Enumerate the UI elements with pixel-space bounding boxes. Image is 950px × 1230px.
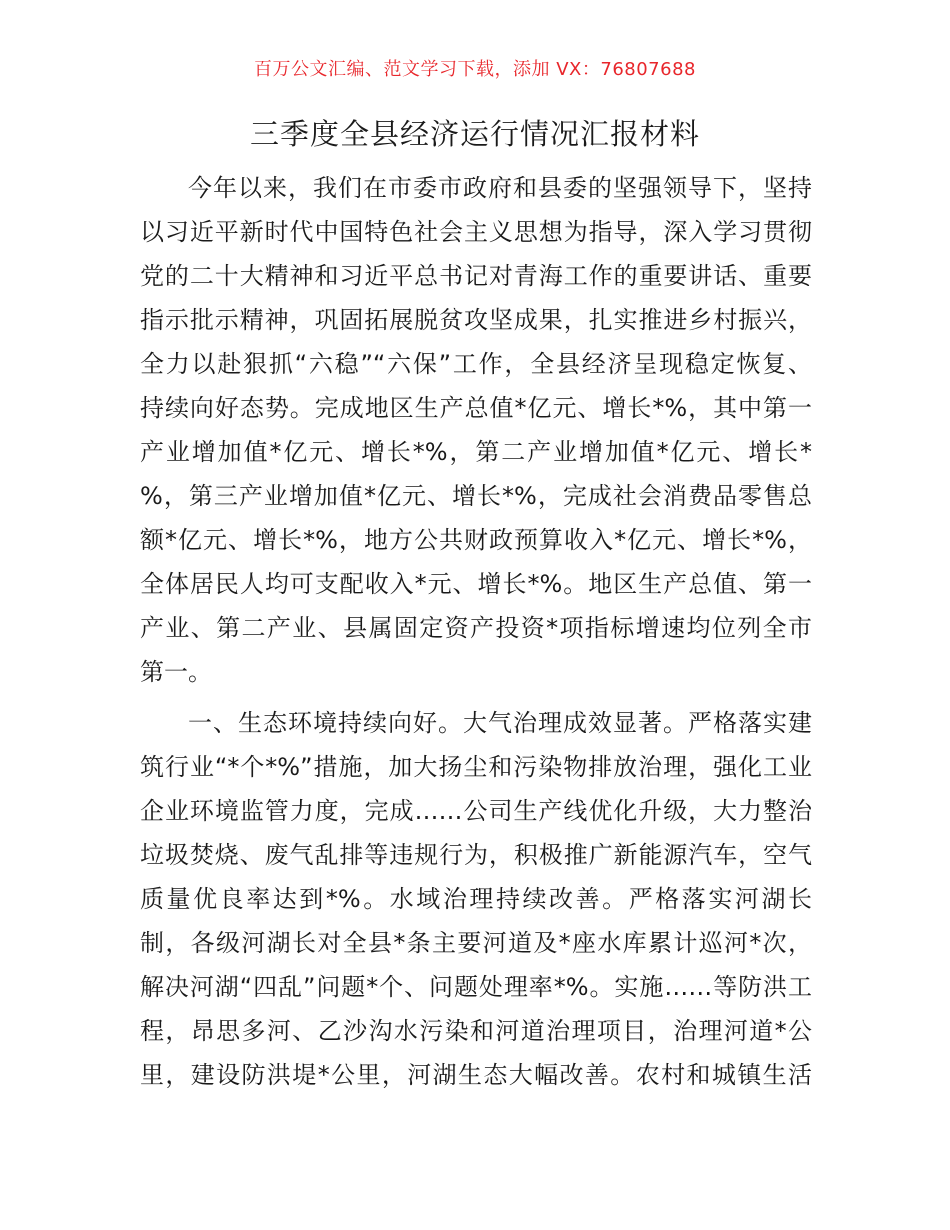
- document-title: 三季度全县经济运行情况汇报材料: [249, 117, 700, 151]
- paragraph-1-line: 持续向好态势。完成地区生产总值*亿元、增长*%，其中第一: [140, 394, 812, 422]
- paragraph-1-line: 全体居民人均可支配收入*元、增长*%。地区生产总值、第一: [140, 570, 812, 598]
- paragraph-1-line: %，第三产业增加值*亿元、增长*%，完成社会消费品零售总: [140, 482, 812, 510]
- promo-banner: 百万公文汇编、范文学习下载，添加 VX：76807688: [254, 59, 696, 80]
- paragraph-2-line: 制，各级河湖长对全县*条主要河道及*座水库累计巡河*次，: [140, 929, 812, 957]
- paragraph-2-line: 程，昂思多河、乙沙沟水污染和河道治理项目，治理河道*公: [140, 1017, 812, 1045]
- paragraph-1-line: 额*亿元、增长*%，地方公共财政预算收入*亿元、增长*%，: [140, 526, 812, 554]
- paragraph-1-line: 党的二十大精神和习近平总书记对青海工作的重要讲话、重要: [140, 262, 812, 290]
- paragraph-2-line: 里，建设防洪堤*公里，河湖生态大幅改善。农村和城镇生活: [140, 1061, 812, 1089]
- paragraph-2-line: 垃圾焚烧、废气乱排等违规行为，积极推广新能源汽车，空气: [140, 841, 812, 869]
- paragraph-1-line: 产业、第二产业、县属固定资产投资*项指标增速均位列全市: [140, 614, 812, 642]
- paragraph-2-line: 解决河湖“四乱”问题*个、问题处理率*%。实施……等防洪工: [140, 973, 812, 1001]
- paragraph-2-line: 筑行业“*个*%”措施，加大扬尘和污染物排放治理，强化工业: [140, 753, 812, 781]
- paragraph-1-line: 以习近平新时代中国特色社会主义思想为指导，深入学习贯彻: [140, 218, 812, 246]
- paragraph-1-line: 第一。: [140, 658, 212, 686]
- paragraph-2-line: 一、生态环境持续向好。大气治理成效显著。严格落实建: [188, 709, 812, 737]
- paragraph-1-line: 全力以赴狠抓“六稳”“六保”工作，全县经济呈现稳定恢复、: [140, 350, 812, 378]
- paragraph-2-line: 质量优良率达到*%。水域治理持续改善。严格落实河湖长: [140, 885, 812, 913]
- paragraph-1-line: 今年以来，我们在市委市政府和县委的坚强领导下，坚持: [188, 174, 812, 202]
- paragraph-2-line: 企业环境监管力度，完成……公司生产线优化升级，大力整治: [140, 797, 812, 825]
- paragraph-1-line: 产业增加值*亿元、增长*%，第二产业增加值*亿元、增长*: [140, 438, 812, 466]
- paragraph-1-line: 指示批示精神，巩固拓展脱贫攻坚成果，扎实推进乡村振兴，: [140, 306, 812, 334]
